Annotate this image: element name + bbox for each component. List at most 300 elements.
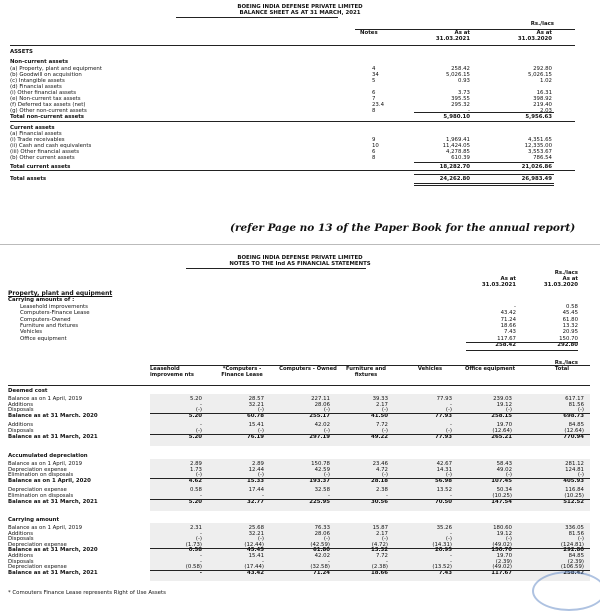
ppe-movement-cell: (49.02) [492,564,512,571]
bs-row-note: 8 [372,155,376,161]
ppe-movement-cell: (-) [257,472,264,479]
ppe-movement-cell: 150.70 [491,547,512,554]
ppe-movement-cell: (12.64) [564,428,584,434]
ppe-movement-cell: 28.06 [314,401,330,408]
bs-row-value-2020: 26,983.49 [521,176,552,182]
ppe-movement-cell: (10.25) [492,493,512,499]
bs-row-note: 6 [372,90,376,96]
bs-row-label: Total non-current assets [10,114,85,120]
ppe-movement-cell: - [200,401,202,408]
ppe-movement-label: Depreciation expense [8,541,67,548]
ppe-movement-cell: 281.12 [565,461,584,467]
ppe-movement-cell: 147.54 [491,498,512,505]
ppe-movement-cell: (-) [505,407,512,414]
ppe-movement-cell: 116.84 [565,487,584,494]
ppe-summary-2020: 45.45 [562,310,578,317]
bs-row-value-2020: 5,026.15 [527,72,552,78]
ppe-movement-cell: 50.34 [496,487,512,494]
ppe-movement-cell: 150.78 [311,461,330,467]
balance-sheet-page [0,0,600,226]
ppe-summary-2021: 7.43 [503,329,516,336]
bs-row-value-2020: 292.80 [533,66,552,72]
bs-units: Rs./lacs [530,21,554,27]
ppe-column-header: Vehicles [417,366,443,372]
ppe-movement-cell: (-) [323,428,330,434]
ppe-movement-cell: - [328,493,330,499]
ppe-column-header: Furniture and fixtures [346,366,386,378]
bs-row-value-2020: 1.02 [539,78,552,84]
ppe-section-title: Carrying amount [8,517,60,523]
ppe-movement-cell: - [200,493,202,499]
ppe-subheading: Carrying amounts of : [8,297,75,303]
ppe-movement-cell: 32.58 [314,487,330,494]
ppe-summary-2021: 71.24 [500,316,516,323]
ppe-movement-rule [150,478,590,479]
ppe-movement-cell: 15.41 [248,422,264,429]
ppe-movement-cell: 4.62 [188,477,202,484]
ppe-movement-cell: 193.37 [309,477,330,484]
bs-row-value-2021: 24,262.80 [439,176,470,182]
ppe-movement-label: Additions [8,530,34,537]
ppe-movement-label: Additions [8,553,34,559]
ppe-summary-label: Computers-Finance Lease [20,310,90,317]
bs-rule [10,121,575,122]
ppe-movement-cell: 42.67 [436,461,452,467]
ppe-movement-cell: 770.94 [563,433,584,440]
ppe-movement-cell: 42.02 [314,422,330,429]
bs-rule [414,112,554,113]
bs-row-label: (ii) Cash and cash equivalents [10,143,92,149]
bs-row-note: 34 [372,72,379,78]
ppe-movement-cell: 124.81 [565,466,584,473]
ppe-movement-label: Balance as on 1 April, 2020 [8,477,91,484]
bs-row-note: 5 [372,78,376,84]
ppe-movement-cell: 2.17 [375,530,388,537]
ppe-movement-cell: (49.02) [492,541,512,548]
ppe-movement-cell: 698.73 [563,412,584,419]
ppe-movement-cell: (-) [257,536,264,543]
ppe-movement-cell: - [386,558,388,565]
bs-row-value-2021: 258.42 [451,66,470,72]
ppe-movement-cell: 45.45 [246,547,264,554]
ppe-movement-cell: 30.56 [370,498,388,505]
ppe-movement-cell: 18.66 [370,569,388,576]
ppe-movement-cell: 84.85 [568,553,584,559]
bs-row-value-2020: 3,553.67 [527,149,552,155]
ppe-movement-cell: (-) [381,428,388,434]
ppe-movement-cell: (17.44) [244,564,264,571]
bs-row-value-2020: 16.31 [536,90,552,96]
ppe-movement-cell: (-) [505,472,512,479]
bs-row-label: (i) Other financial assets [10,90,77,96]
bs-row-value-2021: 295.32 [451,102,470,108]
ppe-summary-2021: 117.67 [497,335,516,342]
ppe-movement-cell: (-) [323,472,330,479]
ppe-movement-cell: - [200,422,202,429]
ppe-movement-cell: 117.67 [491,569,512,576]
bs-row-note: 6 [372,149,376,155]
ppe-movement-cell: (-) [381,536,388,543]
ppe-movement-cell: 0.58 [188,547,202,554]
ppe-movement-cell: (-) [195,407,202,414]
ppe-movement-cell: - [328,558,330,565]
ppe-movement-cell: 107.45 [491,477,512,484]
ppe-summary-rule [466,350,578,351]
ppe-movement-cell: (2.39) [495,558,512,565]
ppe-section-title: Deemed cost [8,388,48,394]
ppe-movement-label: Depreciation expense [8,564,67,571]
ppe-movement-cell: (-) [445,472,452,479]
bs-row-label: (i) Trade receivables [10,137,65,143]
ppe-movement-cell: - [200,553,202,559]
ppe-movement-cell: 42.59 [314,466,330,473]
bs-row-note: 7 [372,96,376,102]
bs-row-label: (iii) Other financial assets [10,149,80,155]
ppe-movement-cell: 12.44 [248,466,264,473]
ppe-movement-label: Additions [8,401,34,408]
ppe-movement-cell: 14.31 [436,466,452,473]
ppe-movement-cell: 297.19 [309,433,330,440]
ppe-movement-cell: (-) [195,472,202,479]
ppe-movement-label: Balance as at 31 March, 2020 [8,547,98,554]
ppe-movement-cell: (2.38) [371,564,388,571]
bs-row-value-2020: 398.92 [533,96,552,102]
ppe-movement-cell: (-) [257,407,264,414]
bs-row [10,114,575,121]
bs-row-label: Non-current assets [10,59,69,65]
ppe-summary-label: Furniture and fixtures [20,322,79,329]
ppe-movement-cell: (-) [195,428,202,434]
ppe-movement-label: Disposals [8,407,34,414]
ppe-movement-cell: (-) [577,536,584,543]
ppe-movement-cell: - [262,558,264,565]
ppe-movement-cell: 28.06 [314,530,330,537]
ppe-movement-header-rule-bottom [8,385,590,386]
bs-row-value-2021: 11,424.05 [442,143,470,149]
ppe-summary-2020: 13.32 [562,322,578,329]
ppe-movement-cell: 255.17 [309,412,330,419]
ppe-column-header: Office equipment [464,366,516,372]
ppe-units: Rs./lacs [554,270,578,276]
ppe-movement-rule [150,434,590,435]
ppe-movement-label: Disposals [8,536,34,543]
ppe-movement-cell: 56.98 [434,477,452,484]
ppe-movement-cell: (-) [577,407,584,414]
ppe-summary-2020: 292.80 [557,341,578,348]
ppe-movement-cell: (-) [445,407,452,414]
ppe-movement-cell: 32.77 [246,498,264,505]
bs-row-value-2020: 12,335.00 [524,143,552,149]
ppe-movement-cell: 2.89 [251,461,264,467]
ppe-movement-cell: 617.17 [565,396,584,402]
ppe-movement-cell: 49.02 [496,466,512,473]
ppe-movement-cell: 81.56 [568,530,584,537]
bs-row-label: (a) Financial assets [10,131,62,137]
ppe-summary-2021: 18.66 [500,322,516,329]
bs-rule [414,174,554,175]
ppe-movement-cell: 405.93 [563,477,584,484]
ppe-movement-cell: (-) [257,428,264,434]
ppe-movement-cell: 43.42 [246,569,264,576]
ppe-movement-label: Depreciation expense [8,466,67,473]
ppe-movement-label: Elimination on disposals [8,493,74,499]
bs-row-label: (a) Property, plant and equipment [10,66,102,72]
ppe-movement-cell: 227.11 [311,396,330,402]
ppe-movement-cell: 2.89 [189,461,202,467]
bs-row-note: 8 [372,108,376,114]
bs-row [10,49,575,56]
ppe-movement-cell: 39.33 [372,396,388,402]
ppe-movement-cell: 2.17 [375,401,388,408]
bs-row-value-2020: 4,351.65 [527,137,552,143]
ppe-movement-cell: - [450,553,452,559]
ppe-movement-cell: (13.52) [432,564,452,571]
ppe-movement-cell: (-) [577,472,584,479]
ppe-summary-2021: 43.42 [500,310,516,317]
ppe-movement-cell: - [199,569,202,576]
bs-row-value-2021: 5,026.15 [445,72,470,78]
ppe-movement-cell: 265.21 [491,433,512,440]
ppe-movement-cell: 19.12 [496,401,512,408]
ppe-movement-cell: 180.60 [493,525,512,531]
ppe-movement-cell: 5.20 [189,396,202,402]
ppe-movement-cell: 35.26 [436,525,452,531]
bs-rule [414,185,554,186]
ppe-movement-label: Balance as on 1 April, 2019 [8,396,83,402]
ppe-movement-cell: 19.70 [496,422,512,429]
ppe-summary-2021: 258.42 [495,341,516,348]
ppe-summary-2021: - [514,304,516,310]
bs-row-value-2021: - [468,108,470,114]
bs-row [10,59,575,66]
ppe-column-header: Total [554,366,570,372]
ppe-summary-2020: 0.58 [565,304,578,310]
ppe-movement-cell: 77.93 [436,396,452,402]
ppe-movement-cell: 77.93 [434,412,452,419]
bs-rule [414,162,554,163]
ppe-movement-cell: (10.25) [564,493,584,499]
ppe-movement-cell: (42.59) [310,541,330,548]
ppe-summary-2020: 61.80 [562,316,578,323]
bs-col-2021-date: 31.03.2021 [435,36,470,42]
ppe-movement-cell: (2.39) [567,558,584,565]
bs-row-label: (d) Financial assets [10,84,62,90]
ppe-movement-cell: (-) [381,407,388,414]
ppe-column-header: Leasehold improveme nts [150,366,194,378]
bs-row-note: 10 [372,143,379,149]
bs-row-label: (b) Goodwill on acquisition [10,72,82,78]
ppe-summary-label: Vehicles [20,329,43,336]
ppe-title-underline [186,268,366,269]
bs-row-value-2021: 395.55 [451,96,470,102]
bs-row-label: (c) Intangible assets [10,78,65,84]
bs-col-2020: As at [536,30,552,36]
ppe-col-2021-date: 31.03.2021 [481,282,516,288]
ppe-movement-cell: 28.18 [370,477,388,484]
bs-row-value-2020: 21,026.86 [521,164,552,170]
ppe-movement-cell: 76.33 [314,525,330,531]
ppe-movement-cell: 58.43 [496,461,512,467]
ppe-movement-cell: - [450,401,452,408]
bs-row-value-2021: 5,980.10 [443,114,470,120]
bs-row-note: 9 [372,137,376,143]
ppe-col-2020: As at [562,276,578,282]
bs-title: BALANCE SHEET AS AT 31 MARCH, 2021 [239,10,361,16]
ppe-movement-cell: (0.58) [185,564,202,571]
ppe-movement-cell: (-) [323,536,330,543]
bs-row-value-2020: 219.40 [533,102,552,108]
ppe-summary-2020: 150.70 [559,335,578,342]
ppe-movement-cell: (-) [445,428,452,434]
ppe-movement-cell: 336.05 [565,525,584,531]
ppe-movement-label: Additions [8,422,34,429]
ppe-movement-cell: 5.20 [188,412,202,419]
ppe-movement-cell: 84.85 [568,422,584,429]
ppe-movement-cell: 42.02 [314,553,330,559]
ppe-column-header: *Computers - Finance Lease [221,366,263,378]
caption-annual-report-reference: (refer Page no 13 of the Paper Book for the annual report) [230,222,576,234]
bs-row-value-2020: 5,956.63 [525,114,552,120]
ppe-movement-label: Disposals [8,558,34,565]
bs-row-value-2021: 18,282.70 [439,164,470,170]
ppe-col-2021: As at [500,276,516,282]
bs-row-value-2021: 0.93 [457,78,470,84]
bs-row-label: Total current assets [10,164,71,170]
ppe-movement-cell: 19.12 [496,530,512,537]
bs-row-note: 4 [372,66,376,72]
bs-row-value-2021: 3.73 [457,90,470,96]
ppe-movement-cell: 61.80 [312,547,330,554]
ppe-movement-cell: 49.22 [370,433,388,440]
bs-row-label: (f) Deferred tax assets (net) [10,102,86,108]
ppe-movement-cell: - [386,493,388,499]
ppe-movement-label: Balance as at 31 March, 2021 [8,498,98,505]
ppe-movement-label: Balance as at 31 March. 2020 [8,412,98,419]
ppe-movement-label: Depreciation expense [8,487,67,494]
ppe-movement-cell: 20.95 [434,547,452,554]
ppe-summary-label: Office equipment [20,335,67,342]
ppe-movement-cell: 258.15 [491,412,512,419]
ppe-movement-cell: - [450,493,452,499]
ppe-footnote: * Comouters Finance Lease represents Right of Use Assets [8,590,166,596]
ppe-movement-cell: 2.38 [375,487,388,494]
ppe-company-name: BOEING INDIA DEFENSE PRIVATE LIMITED [237,255,363,261]
ppe-movement-cell: - [450,558,452,565]
ppe-movement-cell: (106.59) [560,564,584,571]
ppe-summary-2020: 20.95 [562,329,578,336]
ppe-movement-cell: - [450,422,452,429]
ppe-movement-cell: 7.72 [375,553,388,559]
bs-row-value-2020: 786.54 [533,155,552,161]
ppe-heading: Property, plant and equipment [8,290,113,297]
ppe-summary-label: Computers-Owned [20,316,71,323]
ppe-movement-rule [150,570,590,571]
ppe-column-header: Computers - Owned [279,366,337,372]
bs-row-value-2021: 1,969.41 [445,137,470,143]
ppe-movement-cell: 15.33 [246,477,264,484]
ppe-movement-cell: 41.50 [370,412,388,419]
ppe-movement-cell: 17.44 [248,487,264,494]
bs-row-value-2021: 4,278.85 [445,149,470,155]
ppe-movement-cell: (-) [505,536,512,543]
bs-col-notes: Notes [360,30,378,36]
ppe-movement-cell: 15.41 [248,553,264,559]
bs-row-label: (e) Non-current tax assets [10,96,81,102]
bs-row-label: (b) Other current assets [10,155,75,161]
ppe-movement-cell: 225.95 [309,498,330,505]
ppe-movement-cell: - [200,530,202,537]
ppe-movement-cell: 60.78 [246,412,264,419]
ppe-movement-cell: 25.68 [248,525,264,531]
ppe-movement-label: Balance as on 1 April, 2019 [8,461,83,467]
bs-row-value-2021: 610.39 [451,155,470,161]
ppe-movement-cell: 81.56 [568,401,584,408]
ppe-movement-cell: 15.87 [372,525,388,531]
ppe-movement-cell: 32.21 [248,401,264,408]
bs-rule [414,183,554,184]
ppe-movement-cell: 5.20 [188,433,202,440]
ppe-notes-page [0,244,600,601]
ppe-movement-label: Elimination on disposals [8,472,74,479]
seal-stamp [532,571,600,611]
bs-row-label: ASSETS [10,49,33,55]
ppe-movement-cell: (-) [195,536,202,543]
ppe-summary-rule [466,342,578,343]
ppe-movement-cell: 7.43 [438,569,452,576]
ppe-movement-label: Balance as at 31 March, 2021 [8,569,98,576]
ppe-col-2020-date: 31.03.2020 [543,282,578,288]
ppe-movement-cell: - [200,558,202,565]
ppe-movement-cell: - [262,493,264,499]
bs-company-name: BOEING INDIA DEFENSE PRIVATE LIMITED [237,4,363,10]
ppe-movement-cell: 1.73 [189,466,202,473]
ppe-movement-cell: 13.52 [436,487,452,494]
ppe-units-2: Rs./lacs [554,360,578,366]
ppe-movement-cell: - [450,530,452,537]
ppe-movement-cell: 292.80 [563,547,584,554]
ppe-title: NOTES TO THE Ind AS FINANCIAL STATEMENTS [229,261,371,267]
bs-header-rule-bottom [10,45,575,46]
ppe-movement-cell: 77.93 [434,433,452,440]
ppe-movement-cell: 23.46 [372,461,388,467]
ppe-movement-label: Disposals [8,428,34,434]
ppe-movement-cell: (4.72) [371,541,388,548]
bs-row-label: Total assets [10,176,47,182]
ppe-movement-cell: (12.44) [244,541,264,548]
ppe-movement-cell: 71.24 [312,569,330,576]
ppe-movement-rule [150,548,590,549]
ppe-movement-cell: (-) [381,472,388,479]
bs-rule [10,170,575,171]
ppe-movement-cell: (1.73) [185,541,202,548]
bs-row-label: Current assets [10,125,55,131]
bs-row [10,176,575,183]
ppe-movement-cell: 258.42 [563,569,584,576]
ppe-movement-rule [150,413,590,414]
ppe-movement-cell: 7.72 [375,422,388,429]
ppe-movement-cell: 70.50 [434,498,452,505]
ppe-movement-cell: 13.32 [370,547,388,554]
ppe-summary-label: Leasehold improvements [20,304,88,310]
ppe-movement-rule [150,499,590,500]
ppe-movement-cell: 5.20 [188,498,202,505]
ppe-movement-cell: 76.19 [246,433,264,440]
bs-col-2021: As at [454,30,470,36]
ppe-movement-label: Balance as at 31 March, 2021 [8,433,98,440]
ppe-movement-cell: 0.58 [189,487,202,494]
ppe-movement-cell: 512.52 [563,498,584,505]
ppe-movement-cell: 28.57 [248,396,264,402]
